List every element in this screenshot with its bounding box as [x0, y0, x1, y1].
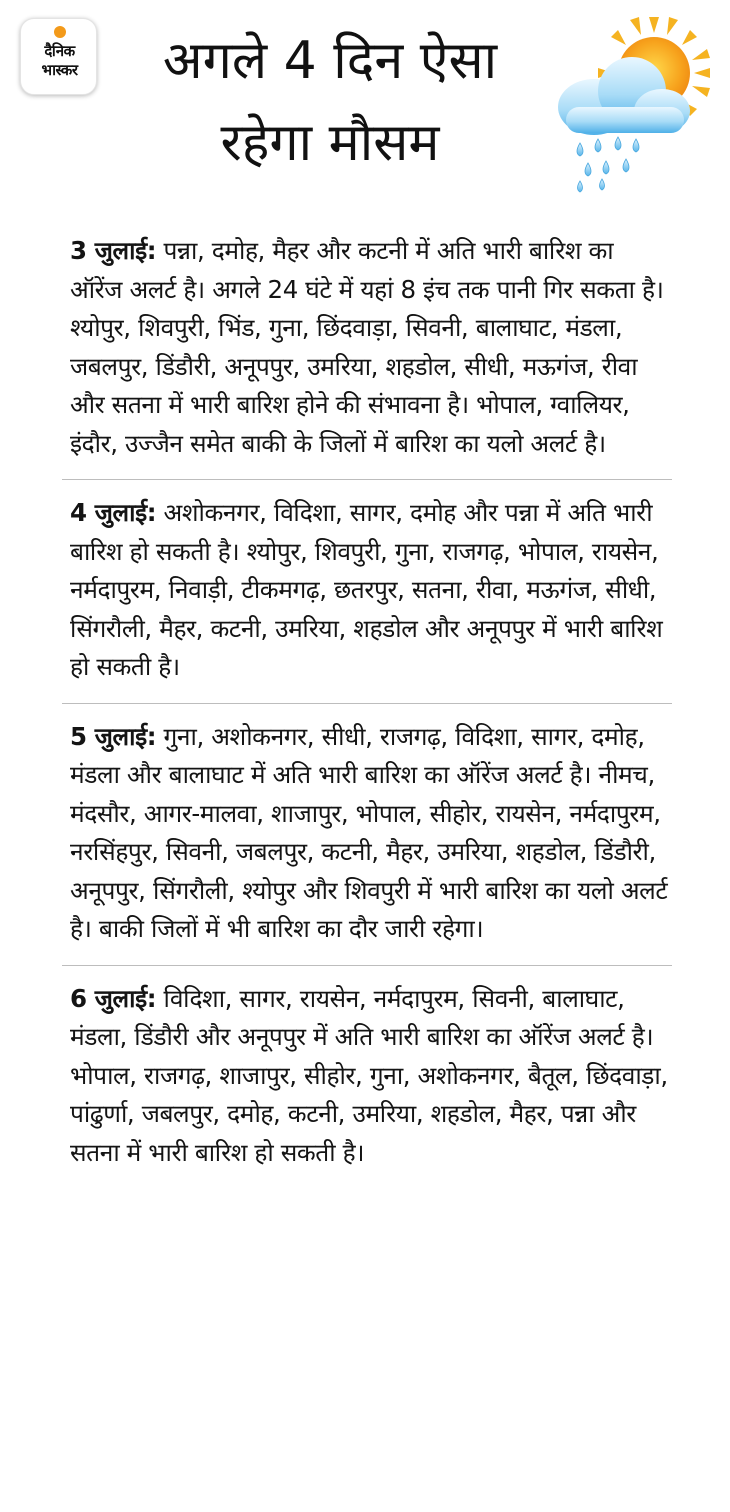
- page-title-line2: रहेगा मौसम: [220, 113, 440, 173]
- forecast-day-3: [70, 704, 670, 965]
- sun-cloud-rain-icon: [552, 15, 712, 195]
- header: [0, 0, 730, 215]
- forecast-day-1: [70, 218, 670, 479]
- forecast-text: पन्ना, दमोह, मैहर और कटनी में अति भारी बारिश का ऑरेंज अलर्ट है। अगले 24 घंटे में यहां 8 इंच तक पानी गिर सकता है। श्योपुर, शिवपुरी, भिंड, गुना, छिंदवाड़ा, सिवनी, बालाघाट, मंडला, जबलपुर, डिंडौरी, अनूपपुर, उमरिया, शहडोल, सीधी, मऊगंज, रीवा और सतना में भारी बारिश होने की संभावना है। भोपाल, ग्वालियर, इंदौर, उज्जैन समेत बाकी के जिलों में बारिश का यलो अलर्ट है।: [70, 236, 664, 458]
- logo-sun-icon: [54, 26, 66, 38]
- logo-text-line2: भास्कर: [41, 61, 78, 79]
- page-title: [110, 20, 550, 184]
- forecast-date: 3 जुलाई:: [70, 236, 157, 265]
- forecast-text: अशोकनगर, विदिशा, सागर, दमोह और पन्ना में अति भारी बारिश हो सकती है। श्योपुर, शिवपुरी, गुना, राजगढ़, भोपाल, रायसेन, नर्मदापुरम, निवाड़ी, टीकमगढ़, छतरपुर, सतना, रीवा, मऊगंज, सीधी, सिंगरौली, मैहर, कटनी, उमरिया, शहडोल और अनूपपुर में भारी बारिश हो सकती है।: [70, 498, 663, 681]
- forecast-list: [0, 218, 730, 1188]
- forecast-date: 5 जुलाई:: [70, 721, 157, 751]
- forecast-text: गुना, अशोकनगर, सीधी, राजगढ़, विदिशा, सागर, दमोह, मंडला और बालाघाट में अति भारी बारिश का ऑरेंज अलर्ट है। नीमच, मंदसौर, आगर-मालवा, शाजापुर, भोपाल, सीहोर, रायसेन, नर्मदापुरम, नरसिंहपुर, सिवनी, जबलपुर, कटनी, मैहर, उमरिया, शहडोल, डिंडौरी, अनूपपुर, सिंगरौली, श्योपुर और शिवपुरी में भारी बारिश का यलो अलर्ट है। बाकी जिलों में भी बारिश का दौर जारी रहेगा।: [70, 721, 668, 943]
- forecast-day-4: [70, 966, 670, 1189]
- dainik-bhaskar-logo: [20, 18, 97, 95]
- forecast-day-2: [70, 480, 670, 703]
- forecast-text: विदिशा, सागर, रायसेन, नर्मदापुरम, सिवनी, बालाघाट, मंडला, डिंडौरी और अनूपपुर में अति भारी बारिश का ऑरेंज अलर्ट है। भोपाल, राजगढ़, शाजापुर, सीहोर, गुना, अशोकनगर, बैतूल, छिंदवाड़ा, पांढुर्णा, जबलपुर, दमोह, कटनी, उमरिया, शहडोल, मैहर, पन्ना और सतना में भारी बारिश हो सकती है।: [70, 983, 668, 1167]
- logo-text-line1: दैनिक: [44, 42, 75, 60]
- forecast-date: 6 जुलाई:: [70, 983, 157, 1013]
- forecast-date: 4 जुलाई:: [70, 498, 157, 527]
- page-title-line1: अगले 4 दिन ऐसा: [162, 31, 498, 91]
- rain-drops: [577, 137, 639, 192]
